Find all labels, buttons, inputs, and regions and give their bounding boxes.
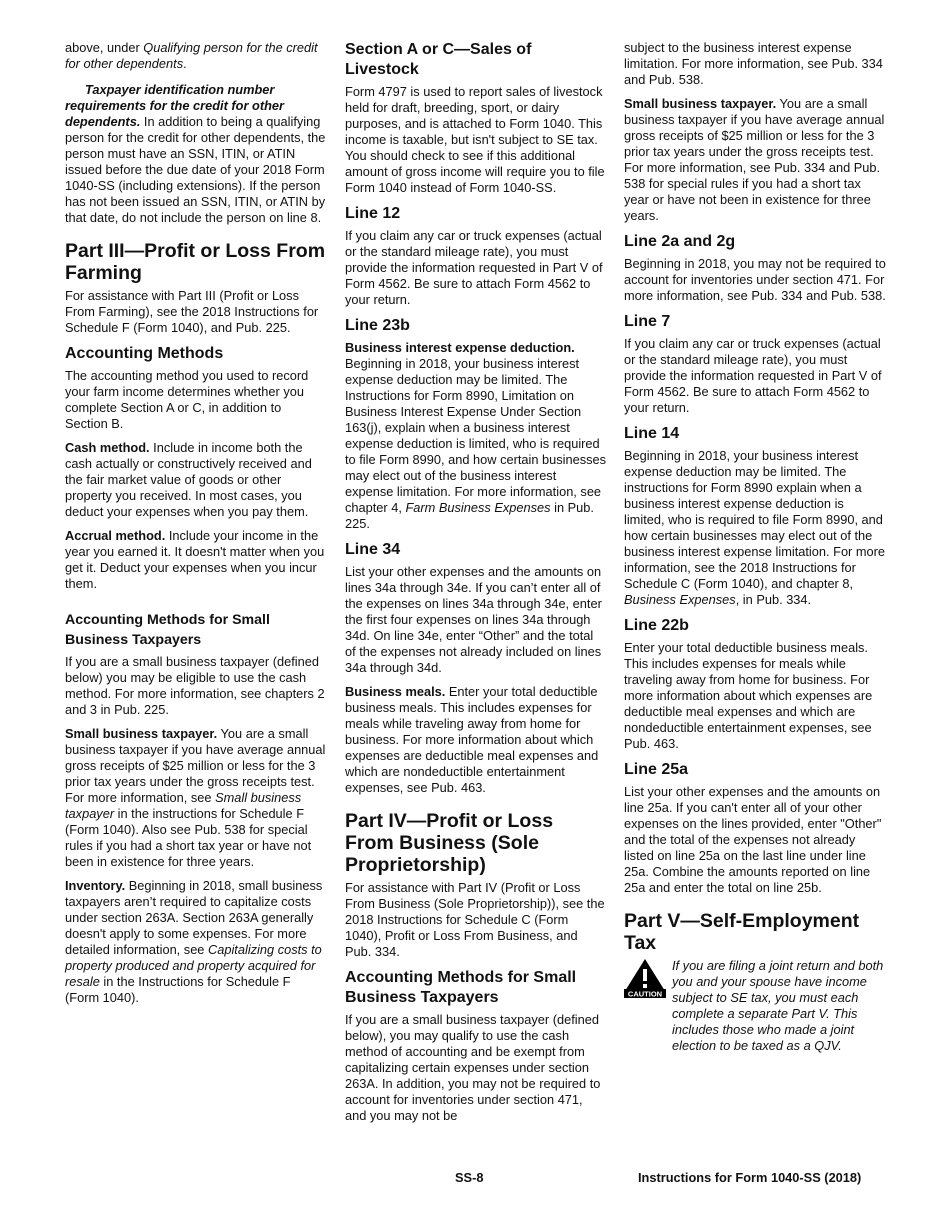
paragraph: The accounting method you used to record your farm income determines whether you complete Section A or C, in addition to Section B. — [65, 368, 309, 431]
section-heading: Part III—Profit or Loss From Farming — [65, 240, 326, 284]
paragraph: Taxpayer identification number requirements for the credit for other dependents. In addition to being a qualifying person for the credit for other dependents, the person must have an SSN, ITIN, or ATIN issued before the due date of your 2018 Form 1040-SS (including extensions). If the person has not been issued an SSN, ITIN, or ATIN by that date, do not include the person on line 8. — [65, 82, 326, 225]
paragraph: For assistance with Part III (Profit or Loss From Farming), see the 2018 Instructions for Schedule F (Form 1040), and Pub. 225. — [65, 288, 319, 335]
column-3 — [624, 40, 886, 1054]
paragraph: Beginning in 2018, your business interest expense deduction may be limited. The instructions for Form 8990 explain when a business interest expense deduction is limited, who is required to file Form 8990, and how certain businesses may elect out of the business interest expense limitation. For more information, see the 2018 Instructions for Schedule C (Form 1040), and chapter 8, Business Expenses, in Pub. 334. — [624, 448, 886, 607]
column-1 — [65, 40, 327, 1014]
line-heading: Line 12 — [345, 205, 401, 222]
paragraph: above, under Qualifying person for the credit for other dependents. — [65, 40, 318, 71]
page-number: SS-8 — [455, 1170, 484, 1185]
paragraph: Small business taxpayer. You are a small business taxpayer if you have average annual gross receipts of $25 million or less for the 3 prior tax years under the gross receipts test. For more information, see Pub. 334 and Pub. 538 for special rules if you had a short tax year or have not been in existence for three years. — [624, 96, 885, 223]
paragraph: Small business taxpayer. You are a small business taxpayer if you have average annual gross receipts of $25 million or less for the 3 prior tax years under the gross receipts test. For more information, see Small business taxpayer in the instructions for Schedule F (Form 1040). Also see Pub. 538 for special rules if you had a short tax year or have not been in existence for three years. — [65, 726, 326, 869]
paragraph: For assistance with Part IV (Profit or Loss From Business (Sole Proprietorship)), see the 2018 Instructions for Schedule C (Form 1040), Profit or Loss From Business, and Pub. 334. — [345, 880, 605, 959]
paragraph: Business interest expense deduction. Beginning in 2018, your business interest expense deduction may be limited. The Instructions for Form 8990, Limitation on Business Interest Expense Under Section 163(j), explain when a business interest expense deduction is limited, who is required to file Form 8990, and how certain businesses may elect out of the business interest expense limitation. For more information, see chapter 4, Farm Business Expenses in Pub. 225. — [345, 340, 607, 531]
line-heading: Line 2a and 2g — [624, 233, 736, 250]
paragraph: Business meals. Enter your total deductible business meals. This includes expenses for meals while traveling away from home for business. For more information about which expenses are deductible meal expenses and which are nondeductible entertainment expenses, see Pub. 463. — [345, 684, 599, 795]
line-heading: Line 25a — [624, 761, 689, 778]
paragraph: Inventory. Beginning in 2018, small business taxpayers aren’t required to capitalize costs under section 263A. Section 263A generally doesn't apply to some expenses. For more detailed information, see Capitalizing costs to property produced and property acquired for resale in the Instructions for Schedule F (Form 1040). — [65, 878, 323, 1005]
paragraph: If you claim any car or truck expenses (actual or the standard mileage rate), you must provide the information requested in Part V of Form 4562. Be sure to attach Form 4562 to your return. — [624, 336, 882, 415]
paragraph: If you are a small business taxpayer (defined below), you may qualify to use the cash method of accounting and be exempt from capitalizing certain expenses under section 263A. In addition, you may not be required to account for inventories under section 471, and you may not be — [345, 1012, 601, 1123]
line-heading: Line 34 — [345, 541, 401, 558]
line-heading: Line 7 — [624, 313, 671, 330]
paragraph: Beginning in 2018, you may not be required to account for inventories under section 471. For more information, see Pub. 334 and Pub. 538. — [624, 256, 886, 303]
paragraph: Cash method. Include in income both the cash actually or constructively received and the fair market value of goods or other property you received. In most cases, you deduct your expenses when you pay them. — [65, 440, 312, 519]
paragraph: If you are a small business taxpayer (defined below) you may be eligible to use the cash method. For more information, see chapters 2 and 3 in Pub. 225. — [65, 654, 325, 717]
caution-icon — [624, 958, 666, 998]
line-heading: Line 22b — [624, 617, 689, 634]
document-title: Instructions for Form 1040-SS (2018) — [638, 1170, 862, 1185]
caution-text: If you are filing a joint return and both you and your spouse have income subject to SE tax, you must each complete a separate Part V. This includes those who made a joint election to be taxed as a QJV. — [672, 958, 884, 1053]
paragraph: Accrual method. Include your income in the year you earned it. It doesn't matter when you get it. Deduct your expenses when you incur them. — [65, 528, 325, 591]
subsection-heading: Accounting Methods for Small Business Taxpayers — [65, 612, 270, 648]
line-heading: Line 14 — [624, 425, 680, 442]
paragraph: List your other expenses and the amounts on lines 34a through 34e. If you can’t enter all of the expenses on lines 34a through 34e, enter the first four expenses on lines 34a through 34d. On line 34e, enter “Other” and the total of the expenses not already included on lines 34a through 34d. — [345, 564, 602, 675]
subsection-heading: Section A or C—Sales of Livestock — [345, 41, 532, 78]
paragraph: If you claim any car or truck expenses (actual or the standard mileage rate), you must provide the information requested in Part V of Form 4562. Be sure to attach Form 4562 to your return. — [345, 228, 603, 307]
paragraph: subject to the business interest expense limitation. For more information, see Pub. 334 and Pub. 538. — [624, 40, 883, 87]
section-heading: Part V—Self-Employment Tax — [624, 910, 860, 954]
paragraph: List your other expenses and the amounts on line 25a. If you can't enter all of your other expenses on the lines provided, enter "Other" and the total of the expenses not already listed on line 25a on the last line under line 25a. Combine the amounts reported on line 25a and enter the total on line 25b. — [624, 784, 882, 895]
column-2 — [345, 40, 607, 1132]
paragraph: Form 4797 is used to report sales of livestock held for draft, breeding, sport, or dairy purposes, and is attached to Form 1040. This income is taxable, but isn't subject to SE tax. You should check to see if this additional amount of gross income will require you to file Form 1040 instead of Form 1040-SS. — [345, 84, 605, 195]
subsection-heading: Accounting Methods — [65, 345, 224, 362]
paragraph: Enter your total deductible business meals. This includes expenses for meals while traveling away from home for business. For more information about which expenses are deductible meal expenses and which are nondeductible entertainment expenses, see Pub. 463. — [624, 640, 873, 751]
line-heading: Line 23b — [345, 317, 410, 334]
section-heading: Part IV—Profit or Loss From Business (Sole Proprietorship) — [345, 810, 554, 876]
caution-box — [624, 958, 886, 1054]
subsection-heading: Accounting Methods for Small Business Taxpayers — [345, 969, 577, 1006]
caution-label: CAUTION — [627, 989, 663, 998]
